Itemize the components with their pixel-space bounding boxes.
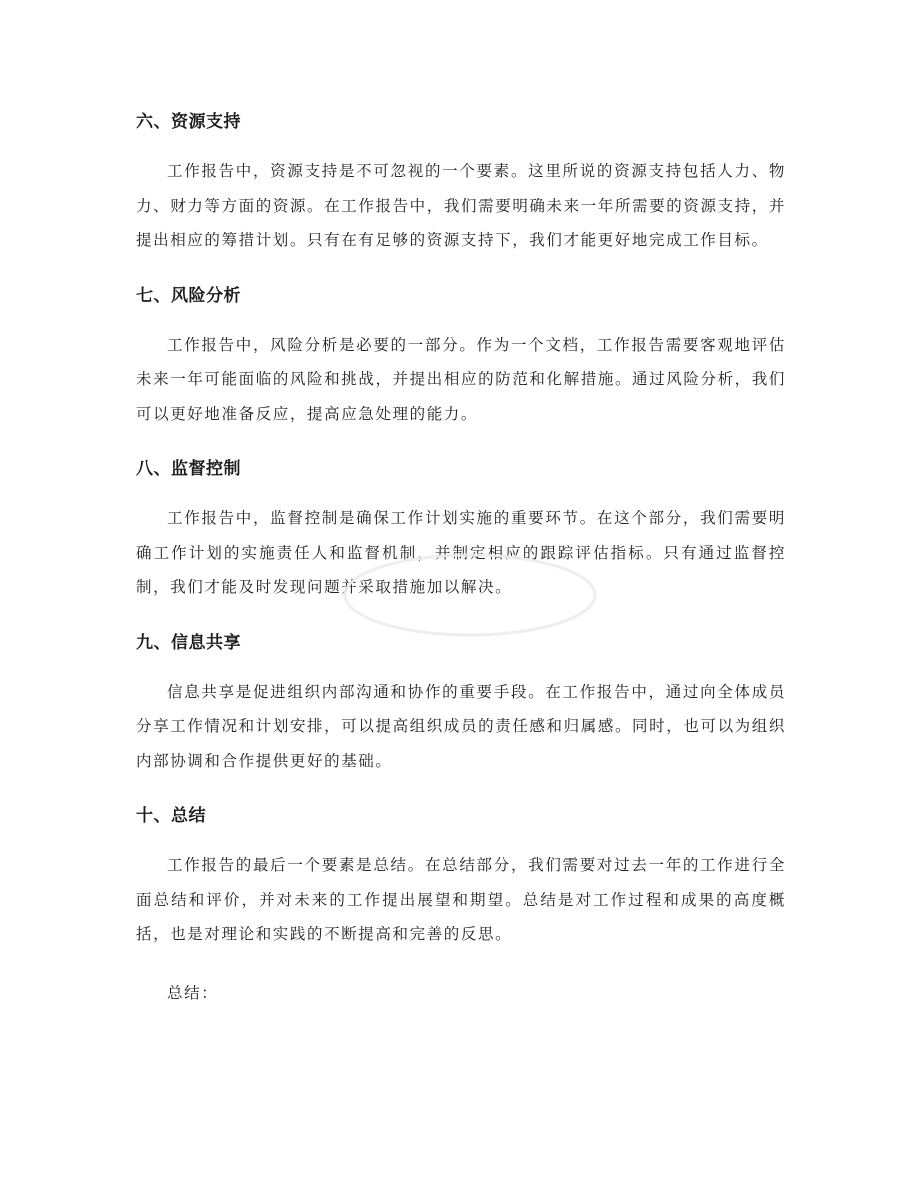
section-title: 六、资源支持 — [136, 112, 241, 132]
section-paragraph: 工作报告的最后一个要素是总结。在总结部分，我们需要对过去一年的工作进行全面总结和评价，并对未来的工作提出展望和期望。总结是对工作过程和成果的高度概括，也是对理论和实践的不断提高和完善的反思。 — [136, 856, 786, 943]
section-title: 八、监督控制 — [136, 459, 241, 479]
closing-label: 总结： — [167, 983, 219, 1002]
section-paragraph: 信息共享是促进组织内部沟通和协作的重要手段。在工作报告中，通过向全体成员分享工作情况和计划安排，可以提高组织成员的责任感和归属感。同时，也可以为组织内部协调和合作提供更好的基础。 — [136, 682, 786, 770]
section-information-sharing — [136, 627, 786, 779]
section-title: 十、总结 — [136, 806, 206, 826]
section-paragraph: 工作报告中，监督控制是确保工作计划实施的重要环节。在这个部分，我们需要明确工作计划的实施责任人和监督机制，并制定相应的跟踪评估指标。只有通过监督控制，我们才能及时发现问题并采取措施加以解决。 — [136, 509, 786, 596]
section-supervision-control — [136, 453, 786, 605]
section-risk-analysis — [136, 280, 786, 432]
document-body — [136, 106, 786, 1010]
section-paragraph: 工作报告中，风险分析是必要的一部分。作为一个文档，工作报告需要客观地评估未来一年可能面临的风险和挑战，并提出相应的防范和化解措施。通过风险分析，我们可以更好地准备反应，提高应急处理的能力。 — [136, 335, 786, 423]
section-title: 七、风险分析 — [136, 285, 241, 306]
section-summary — [136, 800, 786, 952]
section-paragraph: 工作报告中，资源支持是不可忽视的一个要素。这里所说的资源支持包括人力、物力、财力等方面的资源。在工作报告中，我们需要明确未来一年所需要的资源支持，并提出相应的筹措计划。只有在有足够的资源支持下，我们才能更好地完成工作目标。 — [136, 162, 786, 249]
section-resource-support — [136, 106, 786, 258]
section-title: 九、信息共享 — [136, 632, 241, 653]
